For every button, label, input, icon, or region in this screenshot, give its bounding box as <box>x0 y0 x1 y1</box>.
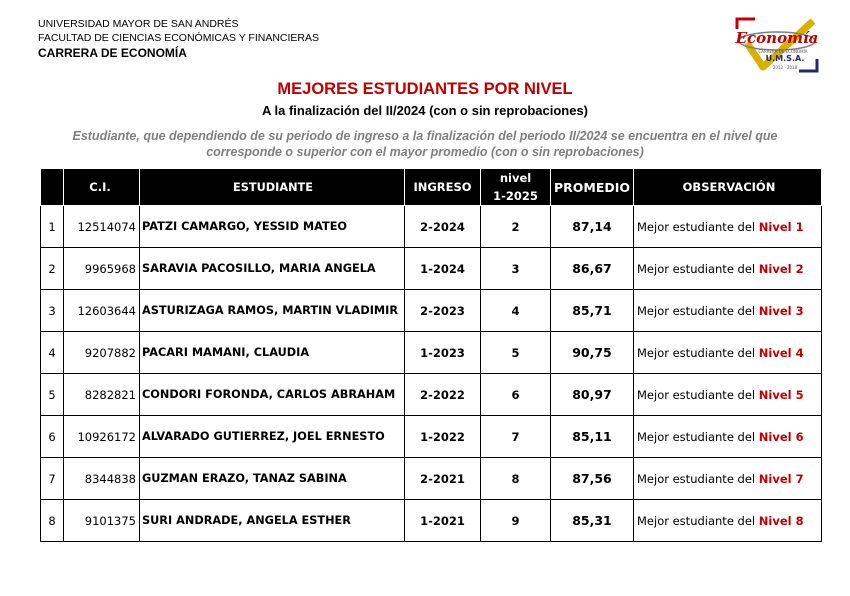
table-header <box>41 169 822 206</box>
student-name: PATZI CAMARGO, YESSID MATEO <box>140 206 405 248</box>
observation-level: Nivel 2 <box>758 261 804 276</box>
nivel-value: 4 <box>481 290 551 332</box>
promedio-value: 85,71 <box>551 290 634 332</box>
table-row <box>41 416 822 458</box>
col-header-ingreso: INGRESO <box>405 169 481 206</box>
student-ci: 8344838 <box>64 458 140 500</box>
col-header-nivel-line1: nivel <box>499 171 532 185</box>
svg-text:2012 - 2018: 2012 - 2018 <box>772 65 798 70</box>
observation-text: Mejor estudiante del <box>637 513 759 528</box>
economia-umsa-logo <box>733 15 821 75</box>
student-name: GUZMAN ERAZO, TANAZ SABINA <box>140 458 405 500</box>
header-row <box>41 169 822 206</box>
table-row <box>41 206 822 248</box>
row-number: 1 <box>41 206 64 248</box>
student-name: SURI ANDRADE, ANGELA ESTHER <box>140 500 405 542</box>
promedio-value: 85,11 <box>551 416 634 458</box>
promedio-value: 80,97 <box>551 374 634 416</box>
observation <box>634 458 822 500</box>
student-ci: 8282821 <box>64 374 140 416</box>
table-row <box>41 500 822 542</box>
table-row <box>41 248 822 290</box>
career-name: CARRERA DE ECONOMÍA <box>38 46 187 60</box>
table-row <box>41 290 822 332</box>
promedio-value: 90,75 <box>551 332 634 374</box>
student-name: ALVARADO GUTIERREZ, JOEL ERNESTO <box>140 416 405 458</box>
student-ci: 9101375 <box>64 500 140 542</box>
ingreso-period: 1-2024 <box>405 248 481 290</box>
institution-header <box>38 17 319 60</box>
nivel-value: 9 <box>481 500 551 542</box>
observation-level: Nivel 6 <box>758 429 804 444</box>
observation-text: Mejor estudiante del <box>637 261 759 276</box>
ingreso-period: 1-2023 <box>405 332 481 374</box>
student-ci: 10926172 <box>64 416 140 458</box>
nivel-value: 8 <box>481 458 551 500</box>
page-title: MEJORES ESTUDIANTES POR NIVEL <box>277 80 573 98</box>
student-ci: 9207882 <box>64 332 140 374</box>
nivel-value: 2 <box>481 206 551 248</box>
svg-text:CARRERA DE ECONOMÍA: CARRERA DE ECONOMÍA <box>758 49 808 54</box>
promedio-value: 87,14 <box>551 206 634 248</box>
col-header-number <box>41 169 64 206</box>
observation-text: Mejor estudiante del <box>637 345 759 360</box>
observation <box>634 416 822 458</box>
row-number: 8 <box>41 500 64 542</box>
col-header-promedio: PROMEDIO <box>551 169 634 206</box>
col-header-student: ESTUDIANTE <box>140 169 405 206</box>
observation <box>634 374 822 416</box>
col-header-nivel-line2: 1-2025 <box>493 189 538 203</box>
observation-text: Mejor estudiante del <box>637 303 759 318</box>
observation-text: Mejor estudiante del <box>637 219 759 234</box>
observation-level: Nivel 4 <box>758 345 804 360</box>
nivel-value: 3 <box>481 248 551 290</box>
row-number: 6 <box>41 416 64 458</box>
student-ci: 9965968 <box>64 248 140 290</box>
observation-level: Nivel 8 <box>758 513 804 528</box>
promedio-value: 85,31 <box>551 500 634 542</box>
table-body <box>41 206 822 542</box>
page-description: Estudiante, que dependiendo de su periodo de ingreso a la finalización del periodo II/2024 se encuentra en el nivel que corresponde o superior con el mayor promedio (con o sin reprobaciones) <box>72 129 778 159</box>
observation <box>634 206 822 248</box>
observation-level: Nivel 1 <box>758 219 804 234</box>
observation <box>634 332 822 374</box>
promedio-value: 87,56 <box>551 458 634 500</box>
row-number: 7 <box>41 458 64 500</box>
promedio-value: 86,67 <box>551 248 634 290</box>
observation-level: Nivel 7 <box>758 471 804 486</box>
row-number: 3 <box>41 290 64 332</box>
logo-graphic <box>733 15 821 75</box>
col-header-observacion: OBSERVACIÓN <box>634 169 822 206</box>
ingreso-period: 2-2023 <box>405 290 481 332</box>
col-header-ci: C.I. <box>64 169 140 206</box>
university-name: UNIVERSIDAD MAYOR DE SAN ANDRÉS <box>38 18 239 30</box>
student-name: SARAVIA PACOSILLO, MARIA ANGELA <box>140 248 405 290</box>
row-number: 2 <box>41 248 64 290</box>
ingreso-period: 2-2022 <box>405 374 481 416</box>
student-name: CONDORI FORONDA, CARLOS ABRAHAM <box>140 374 405 416</box>
student-ci: 12603644 <box>64 290 140 332</box>
observation-level: Nivel 3 <box>758 303 804 318</box>
faculty-name: FACULTAD DE CIENCIAS ECONÓMICAS Y FINANCIERAS <box>38 32 320 44</box>
observation-text: Mejor estudiante del <box>637 471 759 486</box>
table-row <box>41 332 822 374</box>
ingreso-period: 2-2024 <box>405 206 481 248</box>
nivel-value: 7 <box>481 416 551 458</box>
observation-text: Mejor estudiante del <box>637 387 759 402</box>
observation-level: Nivel 5 <box>758 387 804 402</box>
row-number: 4 <box>41 332 64 374</box>
nivel-value: 5 <box>481 332 551 374</box>
table-row <box>41 458 822 500</box>
best-students-table <box>40 168 822 542</box>
col-header-nivel <box>481 169 551 206</box>
nivel-value: 6 <box>481 374 551 416</box>
table-row <box>41 374 822 416</box>
student-name: ASTURIZAGA RAMOS, MARTIN VLADIMIR <box>140 290 405 332</box>
observation <box>634 290 822 332</box>
observation-text: Mejor estudiante del <box>637 429 759 444</box>
row-number: 5 <box>41 374 64 416</box>
logo-acronym: U.M.S.A. <box>765 54 805 63</box>
student-ci: 12514074 <box>64 206 140 248</box>
logo-word: Economía <box>735 29 819 47</box>
ingreso-period: 1-2021 <box>405 500 481 542</box>
ingreso-period: 2-2021 <box>405 458 481 500</box>
observation <box>634 248 822 290</box>
observation <box>634 500 822 542</box>
ingreso-period: 1-2022 <box>405 416 481 458</box>
page-subtitle: A la finalización del II/2024 (con o sin reprobaciones) <box>261 103 589 118</box>
student-name: PACARI MAMANI, CLAUDIA <box>140 332 405 374</box>
